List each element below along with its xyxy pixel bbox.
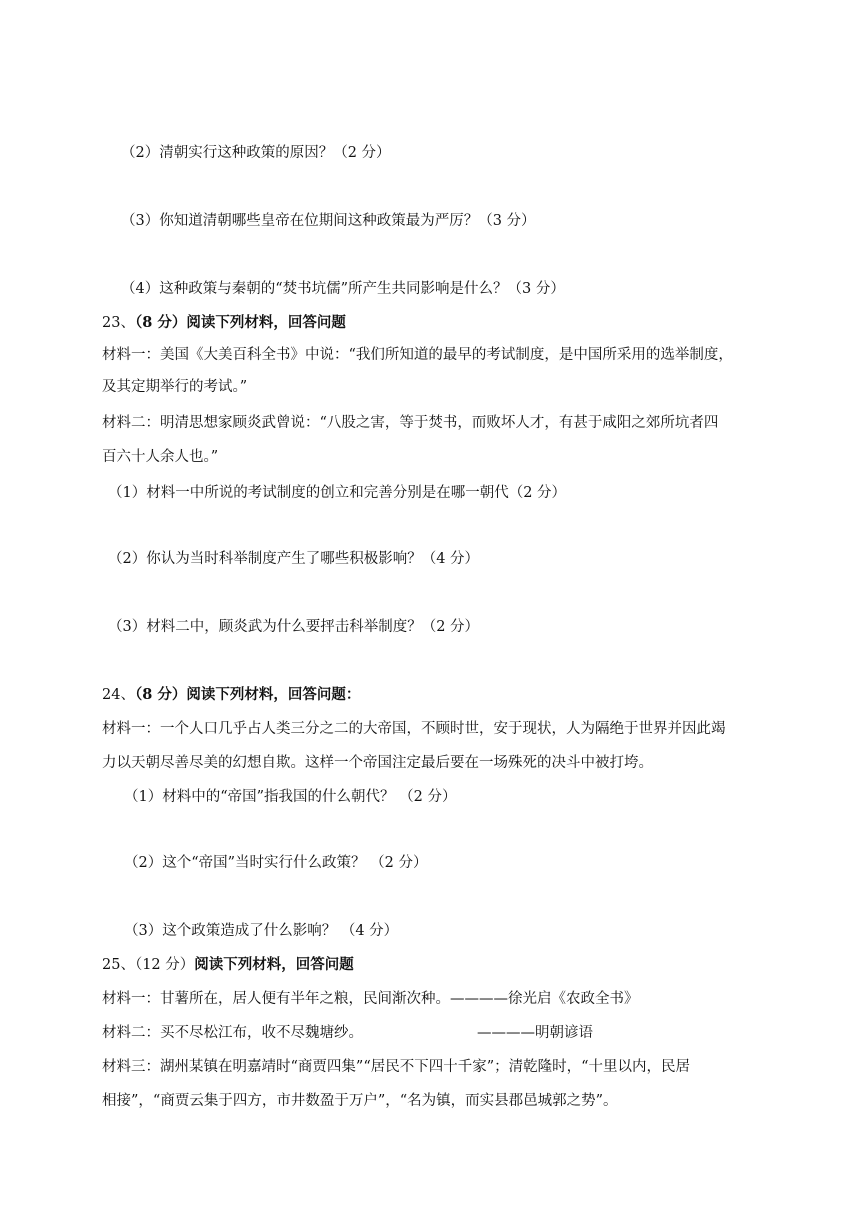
q25-title: 阅读下列材料，回答问题 — [194, 956, 354, 973]
q23-sub-1: （1）材料一中所说的考试制度的创立和完善分别是在哪一朝代（2 分） — [108, 485, 567, 501]
q25-material-2-source: ————明朝谚语 — [477, 1025, 593, 1041]
q25-heading — [102, 955, 354, 975]
q23-material-2-line-1: 材料二：明清思想家顾炎武曾说：“八股之害，等于焚书，而败坏人才，有甚于咸阳之郊所坑者四 — [102, 415, 719, 431]
q25-number: 25、（12 分） — [102, 957, 195, 973]
q23-material-2-line-2: 百六十人余人也。” — [102, 449, 219, 465]
q24-material-1-line-2: 力以天朝尽善尽美的幻想自欺。这样一个帝国注定最后要在一场殊死的决斗中被打垮。 — [102, 755, 653, 771]
q25-material-2 — [102, 1023, 593, 1043]
q24-sub-1: （1）材料中的“帝国”指我国的什么朝代？ （2 分） — [124, 789, 457, 805]
q25-material-2-text: 材料二：买不尽松江布，收不尽魏塘纱。 — [102, 1025, 363, 1041]
q24-sub-3: （3）这个政策造成了什么影响？ （4 分） — [124, 923, 399, 939]
q23-material-1-line-1: 材料一：美国《大美百科全书》中说：“我们所知道的最早的考试制度，是中国所采用的选举制度， — [102, 347, 733, 363]
q24-number: 24、 — [102, 687, 135, 703]
q23-title: （8 分）阅读下列材料，回答问题 — [134, 314, 346, 331]
q23-material-1-line-2: 及其定期举行的考试。” — [102, 379, 248, 395]
q23-heading — [102, 313, 346, 333]
q24-title: （8 分）阅读下列材料，回答问题： — [134, 686, 361, 703]
q22-sub-4: （4）这种政策与秦朝的“焚书坑儒”所产生共同影响是什么？（3 分） — [121, 281, 565, 297]
q22-sub-3: （3）你知道清朝哪些皇帝在位期间这种政策最为严厉？（3 分） — [121, 213, 536, 229]
q23-sub-3: （3）材料二中，顾炎武为什么要抨击科举制度？（2 分） — [108, 619, 480, 635]
q24-sub-2: （2）这个“帝国”当时实行什么政策？ （2 分） — [124, 855, 428, 871]
q25-material-1: 材料一：甘薯所在，居人便有半年之粮，民间渐次种。————徐光启《农政全书》 — [102, 991, 639, 1007]
q24-heading — [102, 685, 360, 705]
q24-material-1-line-1: 材料一：一个人口几乎占人类三分之二的大帝国，不顾时世，安于现状，人为隔绝于世界并因此竭 — [102, 721, 726, 737]
q23-number: 23、 — [102, 315, 135, 331]
q25-material-3-line-1: 材料三：湖州某镇在明嘉靖时“商贾四集”“居民不下四十千家”；清乾隆时，“十里以内，民居 — [102, 1059, 691, 1075]
q25-material-3-line-2: 相接”，“商贾云集于四方，市井数盈于万户”，“名为镇，而实县郡邑城郭之势”。 — [102, 1093, 618, 1109]
q23-sub-2: （2）你认为当时科举制度产生了哪些积极影响？（4 分） — [108, 551, 480, 567]
q22-sub-2: （2）清朝实行这种政策的原因？（2 分） — [121, 145, 391, 161]
